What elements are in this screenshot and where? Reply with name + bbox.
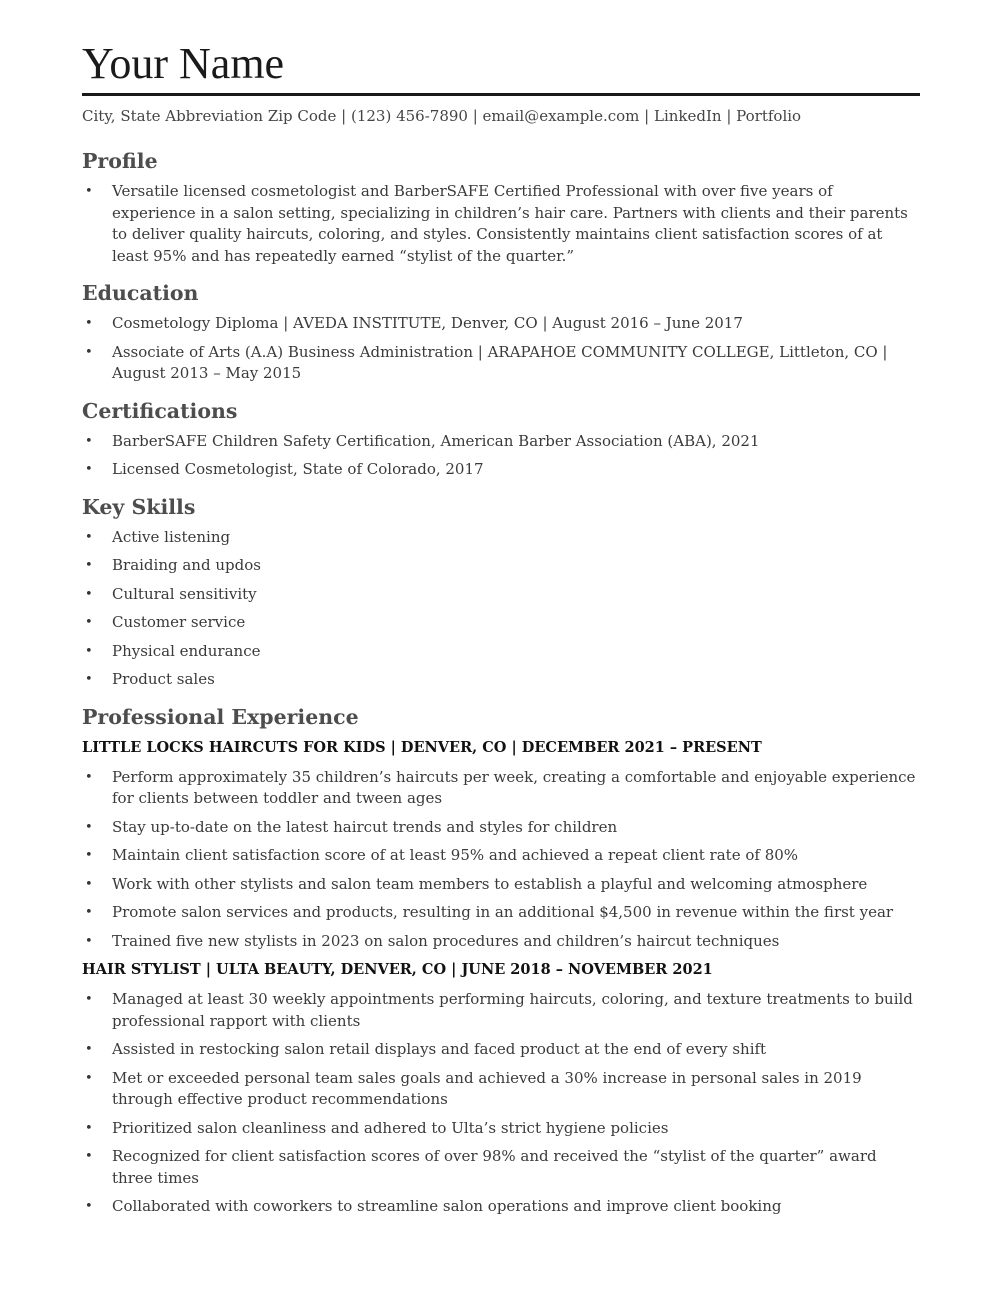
- bullet-icon: •: [85, 672, 93, 687]
- job-duty-item: [82, 1146, 920, 1189]
- certifications-list: [82, 431, 920, 481]
- job-duty-item: [82, 817, 920, 839]
- job-duty-item: [82, 1196, 920, 1218]
- bullet-icon: •: [85, 819, 93, 835]
- skill-item: [82, 612, 920, 634]
- job-duty-item: [82, 902, 920, 924]
- bullet-icon: •: [85, 643, 93, 659]
- item-text: Perform approximately 35 children’s haircuts per week, creating a comfortable and enjoyable experience for clients between toddler and tween ages: [112, 767, 916, 807]
- certification-item: [82, 431, 920, 453]
- item-text: Product sales: [112, 670, 215, 688]
- bullet-icon: •: [85, 615, 93, 630]
- item-text: Braiding and updos: [112, 556, 261, 574]
- job-heading: LITTLE LOCKS HAIRCUTS FOR KIDS | DENVER, CO | DECEMBER 2021 – PRESENT: [82, 738, 762, 756]
- education-heading: Education: [82, 281, 199, 305]
- item-text: Physical endurance: [112, 641, 261, 660]
- item-text: Associate of Arts (A.A) Business Administration | ARAPAHOE COMMUNITY COLLEGE, Littleton, CO | August 2013 – May 2015: [112, 342, 888, 382]
- job-duty-item: [82, 1068, 920, 1111]
- job-duty-item: [82, 845, 920, 867]
- bullet-icon: •: [85, 344, 93, 360]
- bullet-icon: •: [85, 558, 93, 573]
- education-item: [82, 313, 920, 335]
- item-text: Assisted in restocking salon retail displays and faced product at the end of every shift: [112, 1040, 767, 1058]
- item-text: Versatile licensed cosmetologist and BarberSAFE Certified Professional with over five years of experience in a salon setting, specializing in children’s hair care. Partners with clients and their parents to deliver quality haircuts, coloring, and styles. Consistently maintains client satisfaction scores of at least 95% and has repeatedly earned “stylist of the quarter.”: [112, 182, 908, 265]
- job-duty-item: [82, 1039, 920, 1061]
- job-duties-list: [82, 767, 920, 953]
- item-text: Collaborated with coworkers to streamline salon operations and improve client booking: [112, 1197, 782, 1215]
- item-text: BarberSAFE Children Safety Certification, American Barber Association (ABA), 2021: [112, 431, 760, 450]
- item-text: Trained five new stylists in 2023 on salon procedures and children’s haircut techniques: [112, 931, 780, 950]
- skills-list: [82, 527, 920, 691]
- bullet-icon: •: [85, 769, 93, 785]
- resume-name: Your Name: [82, 39, 285, 88]
- bullet-icon: •: [85, 184, 93, 199]
- item-text: Recognized for client satisfaction scores of over 98% and received the “stylist of the quarter” award three times: [112, 1147, 877, 1187]
- profile-section: [82, 146, 920, 267]
- item-text: Active listening: [112, 527, 231, 546]
- item-text: Met or exceeded personal team sales goals and achieved a 30% increase in personal sales in 2019 through effective product recommendations: [112, 1068, 862, 1108]
- job-duty-item: [82, 1118, 920, 1140]
- bullet-icon: •: [85, 905, 93, 920]
- item-text: Cosmetology Diploma | AVEDA INSTITUTE, Denver, CO | August 2016 – June 2017: [112, 314, 743, 332]
- bullet-icon: •: [85, 586, 93, 602]
- job-duty-item: [82, 931, 920, 953]
- skill-item: [82, 669, 920, 691]
- bullet-icon: •: [85, 1199, 93, 1214]
- bullet-icon: •: [85, 433, 93, 449]
- profile-heading: Profile: [82, 149, 158, 173]
- bullet-icon: •: [85, 933, 93, 949]
- item-text: Cultural sensitivity: [112, 584, 257, 603]
- job-duties-list: [82, 989, 920, 1218]
- bullet-icon: •: [85, 1070, 93, 1086]
- skill-item: [82, 584, 920, 606]
- item-text: Promote salon services and products, resulting in an additional $4,500 in revenue within the first year: [112, 903, 894, 921]
- item-text: Managed at least 30 weekly appointments performing haircuts, coloring, and texture treatments to build professional rapport with clients: [112, 990, 913, 1030]
- item-text: Customer service: [112, 613, 246, 631]
- bullet-icon: •: [85, 316, 93, 331]
- item-text: Stay up-to-date on the latest haircut trends and styles for children: [112, 817, 618, 836]
- skills-heading: Key Skills: [82, 494, 196, 519]
- experience-section: [82, 702, 920, 1218]
- education-list: [82, 313, 920, 385]
- education-item: [82, 342, 920, 385]
- item-text: Maintain client satisfaction score of at least 95% and achieved a repeat client rate of 80%: [112, 846, 799, 864]
- contact-line: City, State Abbreviation Zip Code | (123) 456-7890 | email@example.com | LinkedIn | Portfolio: [82, 107, 802, 125]
- bullet-icon: •: [85, 992, 93, 1007]
- item-text: Licensed Cosmetologist, State of Colorado, 2017: [112, 460, 484, 478]
- experience-heading: Professional Experience: [82, 704, 359, 729]
- job-duty-item: [82, 767, 920, 810]
- profile-list: [82, 181, 920, 267]
- certifications-heading: Certifications: [82, 398, 238, 423]
- job-duty-item: [82, 874, 920, 896]
- header-divider: [82, 93, 920, 96]
- bullet-icon: •: [85, 529, 93, 545]
- bullet-icon: •: [85, 876, 93, 892]
- bullet-icon: •: [85, 462, 93, 477]
- skill-item: [82, 641, 920, 663]
- item-text: Prioritized salon cleanliness and adhered to Ulta’s strict hygiene policies: [112, 1118, 669, 1137]
- certification-item: [82, 459, 920, 481]
- bullet-icon: •: [85, 1149, 93, 1164]
- job-heading: HAIR STYLIST | ULTA BEAUTY, DENVER, CO | JUNE 2018 – NOVEMBER 2021: [82, 961, 713, 978]
- bullet-icon: •: [85, 848, 93, 863]
- profile-item: [82, 181, 920, 267]
- skills-section: [82, 492, 920, 691]
- skill-item: [82, 555, 920, 577]
- skill-item: [82, 527, 920, 549]
- education-section: [82, 278, 920, 385]
- resume-body: [82, 146, 920, 1229]
- job-duty-item: [82, 989, 920, 1032]
- item-text: Work with other stylists and salon team members to establish a playful and welcoming atmosphere: [112, 874, 868, 893]
- bullet-icon: •: [85, 1042, 93, 1057]
- certifications-section: [82, 396, 920, 481]
- bullet-icon: •: [85, 1120, 93, 1136]
